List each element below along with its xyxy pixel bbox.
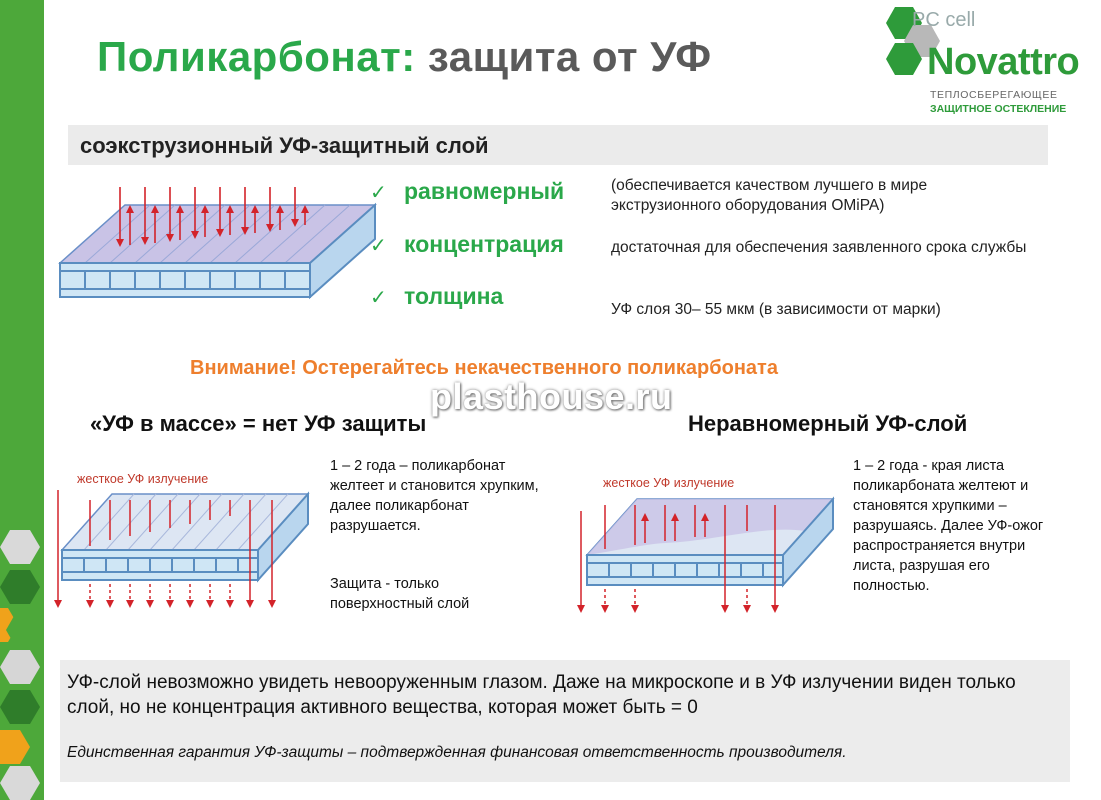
- right-case-desc: 1 – 2 года - края листа поликарбоната желтеют и становятся хрупкими – разрушаясь. Далее УФ-ожог распространяется внутри листа, разрушая его полностью.: [853, 458, 1044, 594]
- watermark: plasthouse.ru: [430, 376, 673, 417]
- right-case-heading: Неравномерный УФ-слой: [688, 411, 968, 436]
- page-title: [97, 33, 712, 81]
- logo-prefix: PC cell: [912, 9, 976, 31]
- checkmark-icon: ✓: [370, 287, 387, 309]
- note-uniform: (обеспечивается качеством лучшего в мире экструзионного оборудования OMiPA): [611, 177, 928, 214]
- logo-tagline-2: ЗАЩИТНОЕ ОСТЕКЛЕНИЕ: [930, 103, 1067, 115]
- logo-tagline-1: ТЕПЛОСБЕРЕГАЮЩЕЕ: [930, 89, 1058, 101]
- section-heading-band: [68, 125, 1048, 165]
- logo-brand: Novattro: [927, 41, 1080, 83]
- checkmark-icon: ✓: [370, 235, 387, 257]
- footer-paragraph: УФ-слой невозможно увидеть невооруженным глазом. Даже на микроскопе и в УФ излучении виден только слой, но не концентрация активного вещества, которая может быть = 0: [67, 672, 1016, 718]
- title-green: Поликарбонат:: [97, 33, 416, 80]
- checkmark-icon: ✓: [370, 182, 387, 204]
- uneven-uv-panel-illustration: [575, 485, 845, 615]
- novattro-logo: [880, 5, 1080, 117]
- check-label: равномерный: [404, 178, 565, 204]
- section-heading: соэкструзионный УФ-защитный слой: [80, 133, 489, 158]
- title-grey: защита от УФ: [427, 33, 712, 80]
- note-concentration: достаточная для обеспечения заявленного срока службы: [611, 239, 1027, 256]
- warning-text: Внимание! Остерегайтесь некачественного поликарбоната: [190, 357, 778, 379]
- coextruded-panel-illustration: [55, 185, 375, 305]
- check-label: толщина: [404, 283, 504, 309]
- left-uv-label: жесткое УФ излучение: [77, 472, 209, 486]
- check-label: концентрация: [404, 231, 564, 257]
- left-case-protection: Защита - только поверхностный слой: [330, 576, 470, 612]
- left-case-heading: «УФ в массе» = нет УФ защиты: [90, 411, 427, 436]
- left-case-desc: 1 – 2 года – поликарбонат желтеет и становится хрупким, далее поликарбонат разрушается.: [330, 458, 539, 534]
- right-uv-label: жесткое УФ излучение: [603, 476, 735, 490]
- footer-band: [60, 660, 1070, 782]
- footer-guarantee: Единственная гарантия УФ-защиты – подтвержденная финансовая ответственность производителя.: [67, 744, 847, 761]
- note-thickness: УФ слоя 30– 55 мкм (в зависимости от марки): [611, 301, 941, 318]
- uv-in-mass-panel-illustration: [50, 480, 320, 610]
